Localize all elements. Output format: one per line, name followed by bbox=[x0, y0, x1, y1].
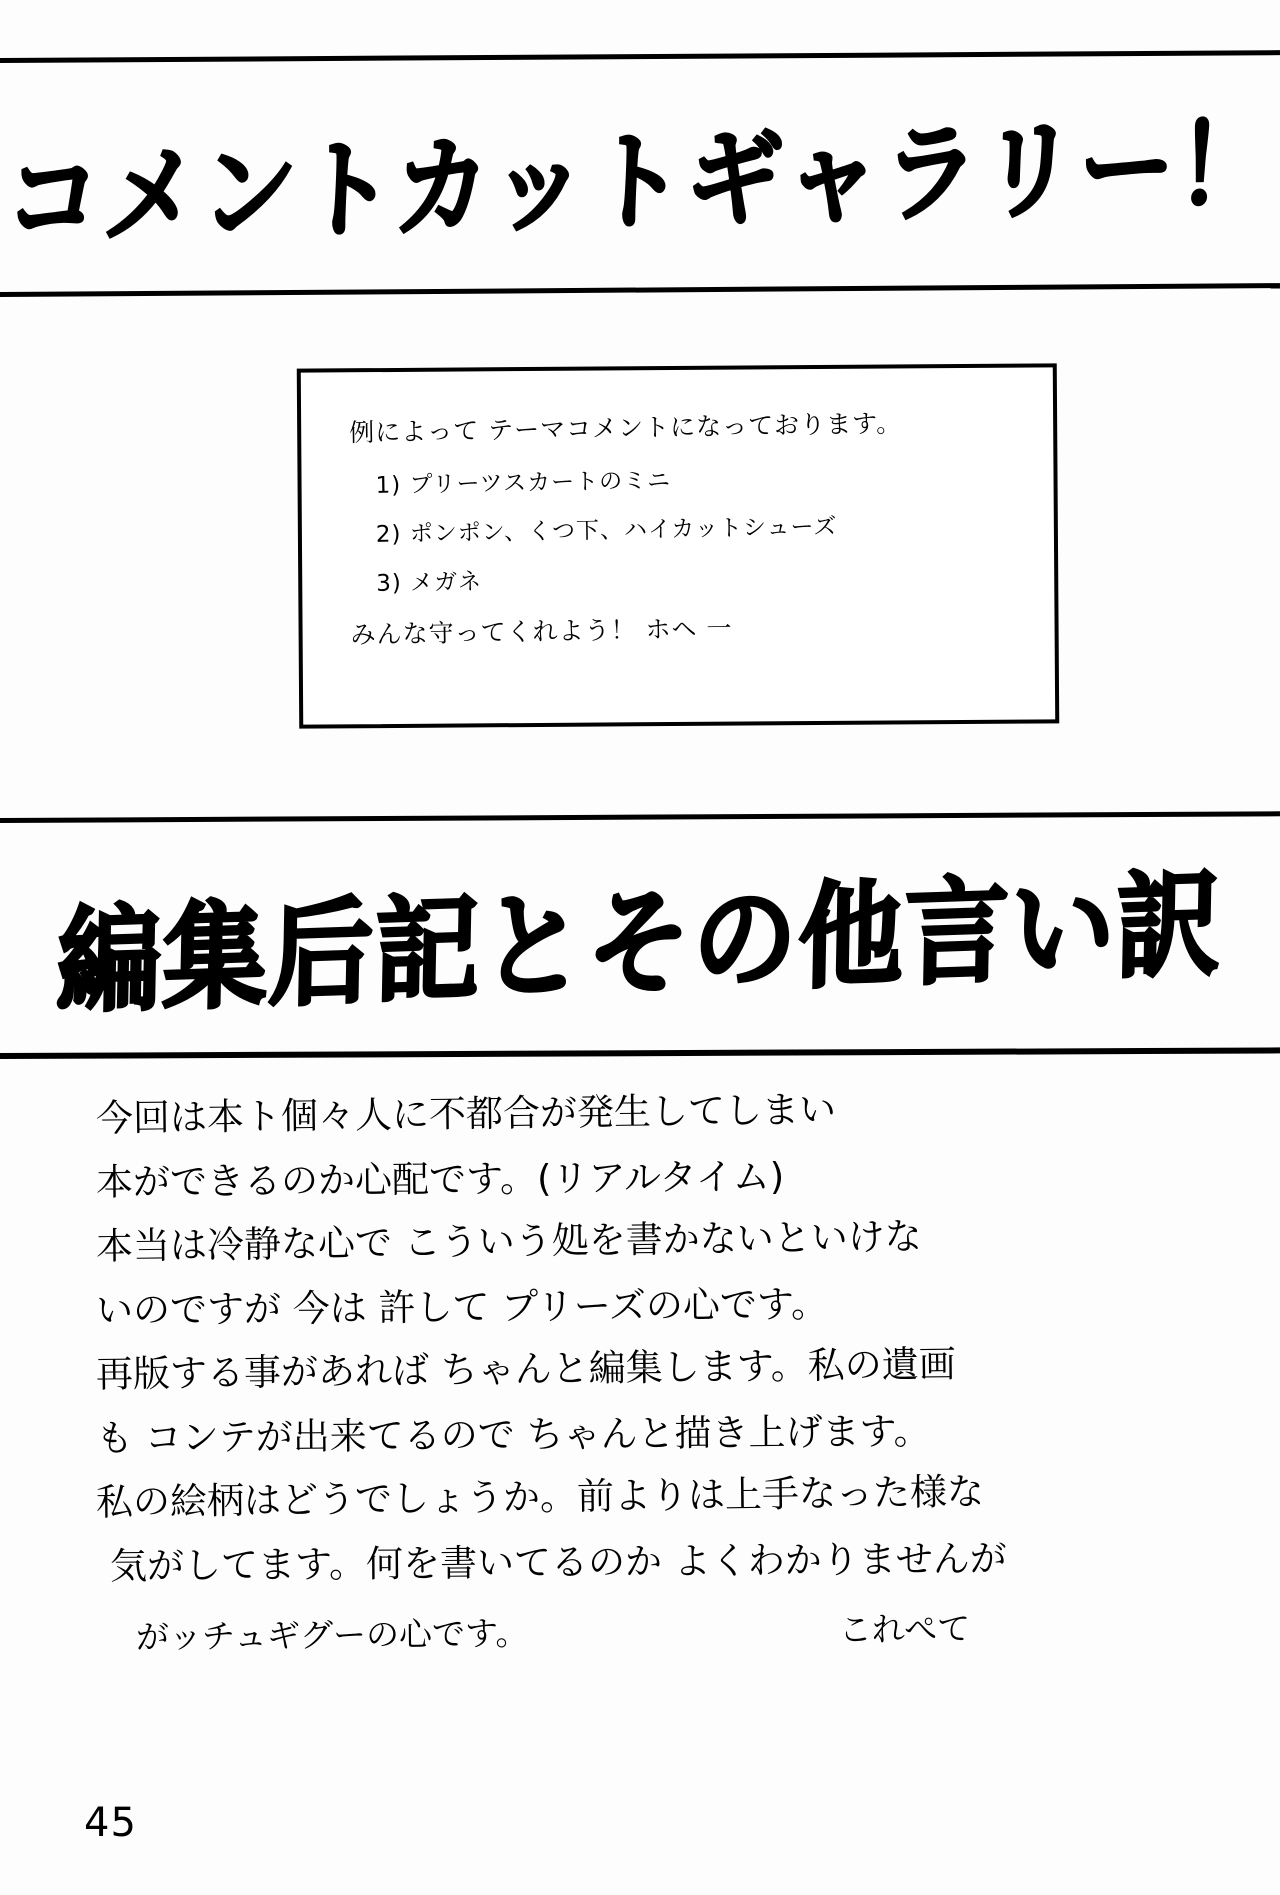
divider-under-afterword-title bbox=[0, 1047, 1280, 1059]
theme-comment-item-1: 1) プリーツスカートのミニ bbox=[375, 467, 672, 499]
theme-comment-closing: みんな守ってくれよう！ ホヘ 一 bbox=[350, 613, 733, 650]
divider-under-gallery-title bbox=[0, 283, 1280, 297]
theme-comment-item-2: 2) ポンポン、くつ下、ハイカットシューズ bbox=[375, 513, 838, 548]
page-title: コメントカットギャラリー！ bbox=[2, 100, 1278, 262]
theme-comment-box bbox=[297, 363, 1059, 728]
afterword-line: 本当は冷静な心で こういう処を書かないといけな bbox=[95, 1214, 922, 1268]
gallery-title-strip bbox=[0, 78, 1280, 268]
afterword-line: も コンテが出来てるので ちゃんと描き上げます。 bbox=[95, 1409, 931, 1460]
afterword-title-strip bbox=[0, 828, 1280, 1038]
theme-comment-intro: 例によって テーマコメントになっております。 bbox=[348, 408, 903, 448]
afterword-line: 本ができるのか心配です。(リアルタイム) bbox=[95, 1154, 785, 1204]
afterword-body bbox=[95, 1087, 1206, 1659]
afterword-signature: これぺて bbox=[838, 1608, 971, 1650]
theme-comment-item-3: 3) メガネ bbox=[376, 568, 483, 597]
theme-comment-box-inner bbox=[301, 367, 1055, 667]
afterword-line: 私の絵柄はどうでしょうか。前よりは上手なった様な bbox=[95, 1470, 985, 1524]
afterword-line: 今回は本ト個々人に不都合が発生してしまい bbox=[95, 1087, 837, 1140]
afterword-line: 気がしてます。何を書いてるのか よくわかりませんが bbox=[109, 1537, 1007, 1588]
afterword-line: 再版する事があれば ちゃんと編集します。私の遺画 bbox=[95, 1342, 957, 1396]
afterword-final-line bbox=[96, 1600, 1206, 1659]
afterword-title: 編集后記とその他言い訳 bbox=[55, 856, 1224, 1030]
divider-above-afterword-title bbox=[0, 811, 1280, 823]
page-number: 45 bbox=[84, 1800, 137, 1846]
divider-top bbox=[0, 50, 1280, 63]
afterword-final-text: がッチュギグーの心です。 bbox=[135, 1613, 529, 1657]
afterword-line: いのですが 今は 許して プリーズの心です。 bbox=[95, 1282, 829, 1332]
